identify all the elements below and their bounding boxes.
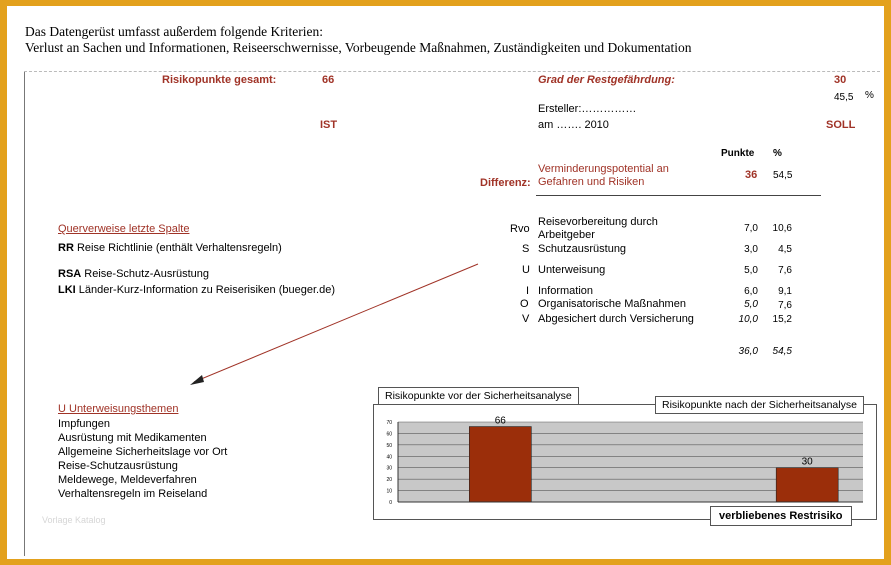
y-tick-label: 30: [386, 465, 392, 472]
row-percent: 9,1: [778, 286, 792, 297]
column-header-percent: %: [773, 148, 782, 159]
row-code: V: [522, 313, 530, 325]
watermark: Vorlage Katalog: [42, 515, 106, 525]
bar: [469, 427, 531, 502]
topic-item: Allgemeine Sicherheitslage vor Ort: [58, 446, 228, 458]
legend-text: Reise Richtlinie (enthält Verhaltensregeln): [76, 242, 282, 254]
intro-line-1: Das Datengerüst umfasst außerdem folgende Kriterien:: [25, 24, 324, 39]
legend-abbr: RR: [58, 242, 74, 254]
reduction-potential-line1: Verminderungspotential an: [538, 163, 669, 175]
row-code: I: [526, 285, 530, 297]
row-label: Reisevorbereitung durch: [538, 216, 658, 228]
row-label-cont: Arbeitgeber: [538, 229, 595, 241]
row-points: 5,0: [744, 265, 758, 276]
remaining-risk-label: verbliebenes Restrisiko: [710, 506, 852, 526]
row-percent: 7,6: [778, 265, 792, 276]
reduction-points: 36: [745, 169, 758, 181]
row-code: O: [520, 298, 529, 310]
sum-percent: 54,5: [772, 346, 792, 357]
row-label: Abgesichert durch Versicherung: [538, 313, 694, 325]
legend-before-analysis: Risikopunkte vor der Sicherheitsanalyse: [378, 387, 579, 405]
bar-value-label: 66: [494, 415, 506, 427]
residual-percent-value: 45,5: [834, 92, 854, 103]
topic-item: Verhaltensregeln im Reiseland: [58, 488, 208, 500]
legend-text: Reise-Schutz-Ausrüstung: [84, 268, 210, 280]
training-topics-heading: U Unterweisungsthemen: [58, 403, 179, 415]
total-points-label: Risikopunkte gesamt:: [162, 74, 277, 86]
y-tick-label: 20: [386, 477, 392, 484]
topic-item: Reise-Schutzausrüstung: [58, 460, 178, 472]
row-points: 7,0: [744, 223, 758, 234]
y-tick-label: 50: [386, 442, 392, 449]
row-points: 10,0: [738, 314, 758, 325]
date-field: am ……. 2010: [538, 119, 609, 131]
legend-abbr: LKI: [58, 284, 76, 296]
row-points: 3,0: [744, 244, 758, 255]
row-percent: 4,5: [778, 244, 792, 255]
y-tick-label: 0: [389, 500, 392, 506]
y-tick-label: 60: [386, 431, 392, 438]
ist-label: IST: [320, 119, 338, 131]
reduction-potential-line2: Gefahren und Risiken: [538, 176, 645, 188]
y-tick-label: 70: [386, 420, 392, 426]
author-field: Ersteller:……………: [538, 103, 637, 115]
intro-line-2: Verlust an Sachen und Informationen, Reiseerschwernisse, Vorbeugende Maßnahmen, Zuständigkeiten und Dokumentation: [25, 40, 692, 55]
row-points: 6,0: [744, 286, 758, 297]
row-code: U: [522, 264, 530, 276]
row-percent: 15,2: [772, 314, 792, 325]
row-label: Schutzausrüstung: [538, 243, 627, 255]
arrow-icon: [180, 258, 485, 393]
row-code: Rvo: [510, 223, 530, 235]
y-tick-label: 40: [386, 454, 392, 461]
row-percent: 7,6: [778, 300, 792, 311]
row-label: Unterweisung: [538, 264, 606, 276]
percent-sign: %: [865, 90, 874, 101]
column-header-points: Punkte: [721, 148, 755, 159]
dashed-separator: [24, 71, 880, 72]
row-percent: 10,6: [772, 223, 792, 234]
topic-item: Ausrüstung mit Medikamenten: [58, 432, 207, 444]
row-code: S: [522, 243, 530, 255]
legend-item-rr: [58, 242, 282, 254]
left-border-line: [24, 72, 25, 556]
bar-chart: [373, 404, 878, 521]
difference-label: Differenz:: [480, 177, 531, 189]
residual-risk-label: Grad der Restgefährdung:: [538, 74, 675, 86]
total-points-value: 66: [322, 74, 335, 86]
cross-reference-heading: Querverweise letzte Spalte: [58, 223, 190, 235]
sum-points: 36,0: [738, 346, 758, 357]
bar-value-label: 30: [801, 456, 813, 468]
topic-item: Impfungen: [58, 418, 110, 430]
bar: [776, 468, 838, 502]
table-rule: [536, 195, 821, 196]
row-label: Information: [538, 285, 594, 297]
legend-abbr: RSA: [58, 268, 82, 280]
y-tick-label: 10: [386, 488, 392, 495]
topic-item: Meldewege, Meldeverfahren: [58, 474, 197, 486]
legend-text: Länder-Kurz-Information zu Reiserisiken (bueger.de): [78, 284, 335, 296]
row-points: 5,0: [744, 299, 758, 310]
legend-after-analysis: Risikopunkte nach der Sicherheitsanalyse: [655, 396, 864, 414]
residual-risk-value: 30: [834, 74, 847, 86]
reduction-percent: 54,5: [773, 170, 793, 181]
row-label: Organisatorische Maßnahmen: [538, 298, 686, 310]
soll-label: SOLL: [826, 119, 856, 131]
